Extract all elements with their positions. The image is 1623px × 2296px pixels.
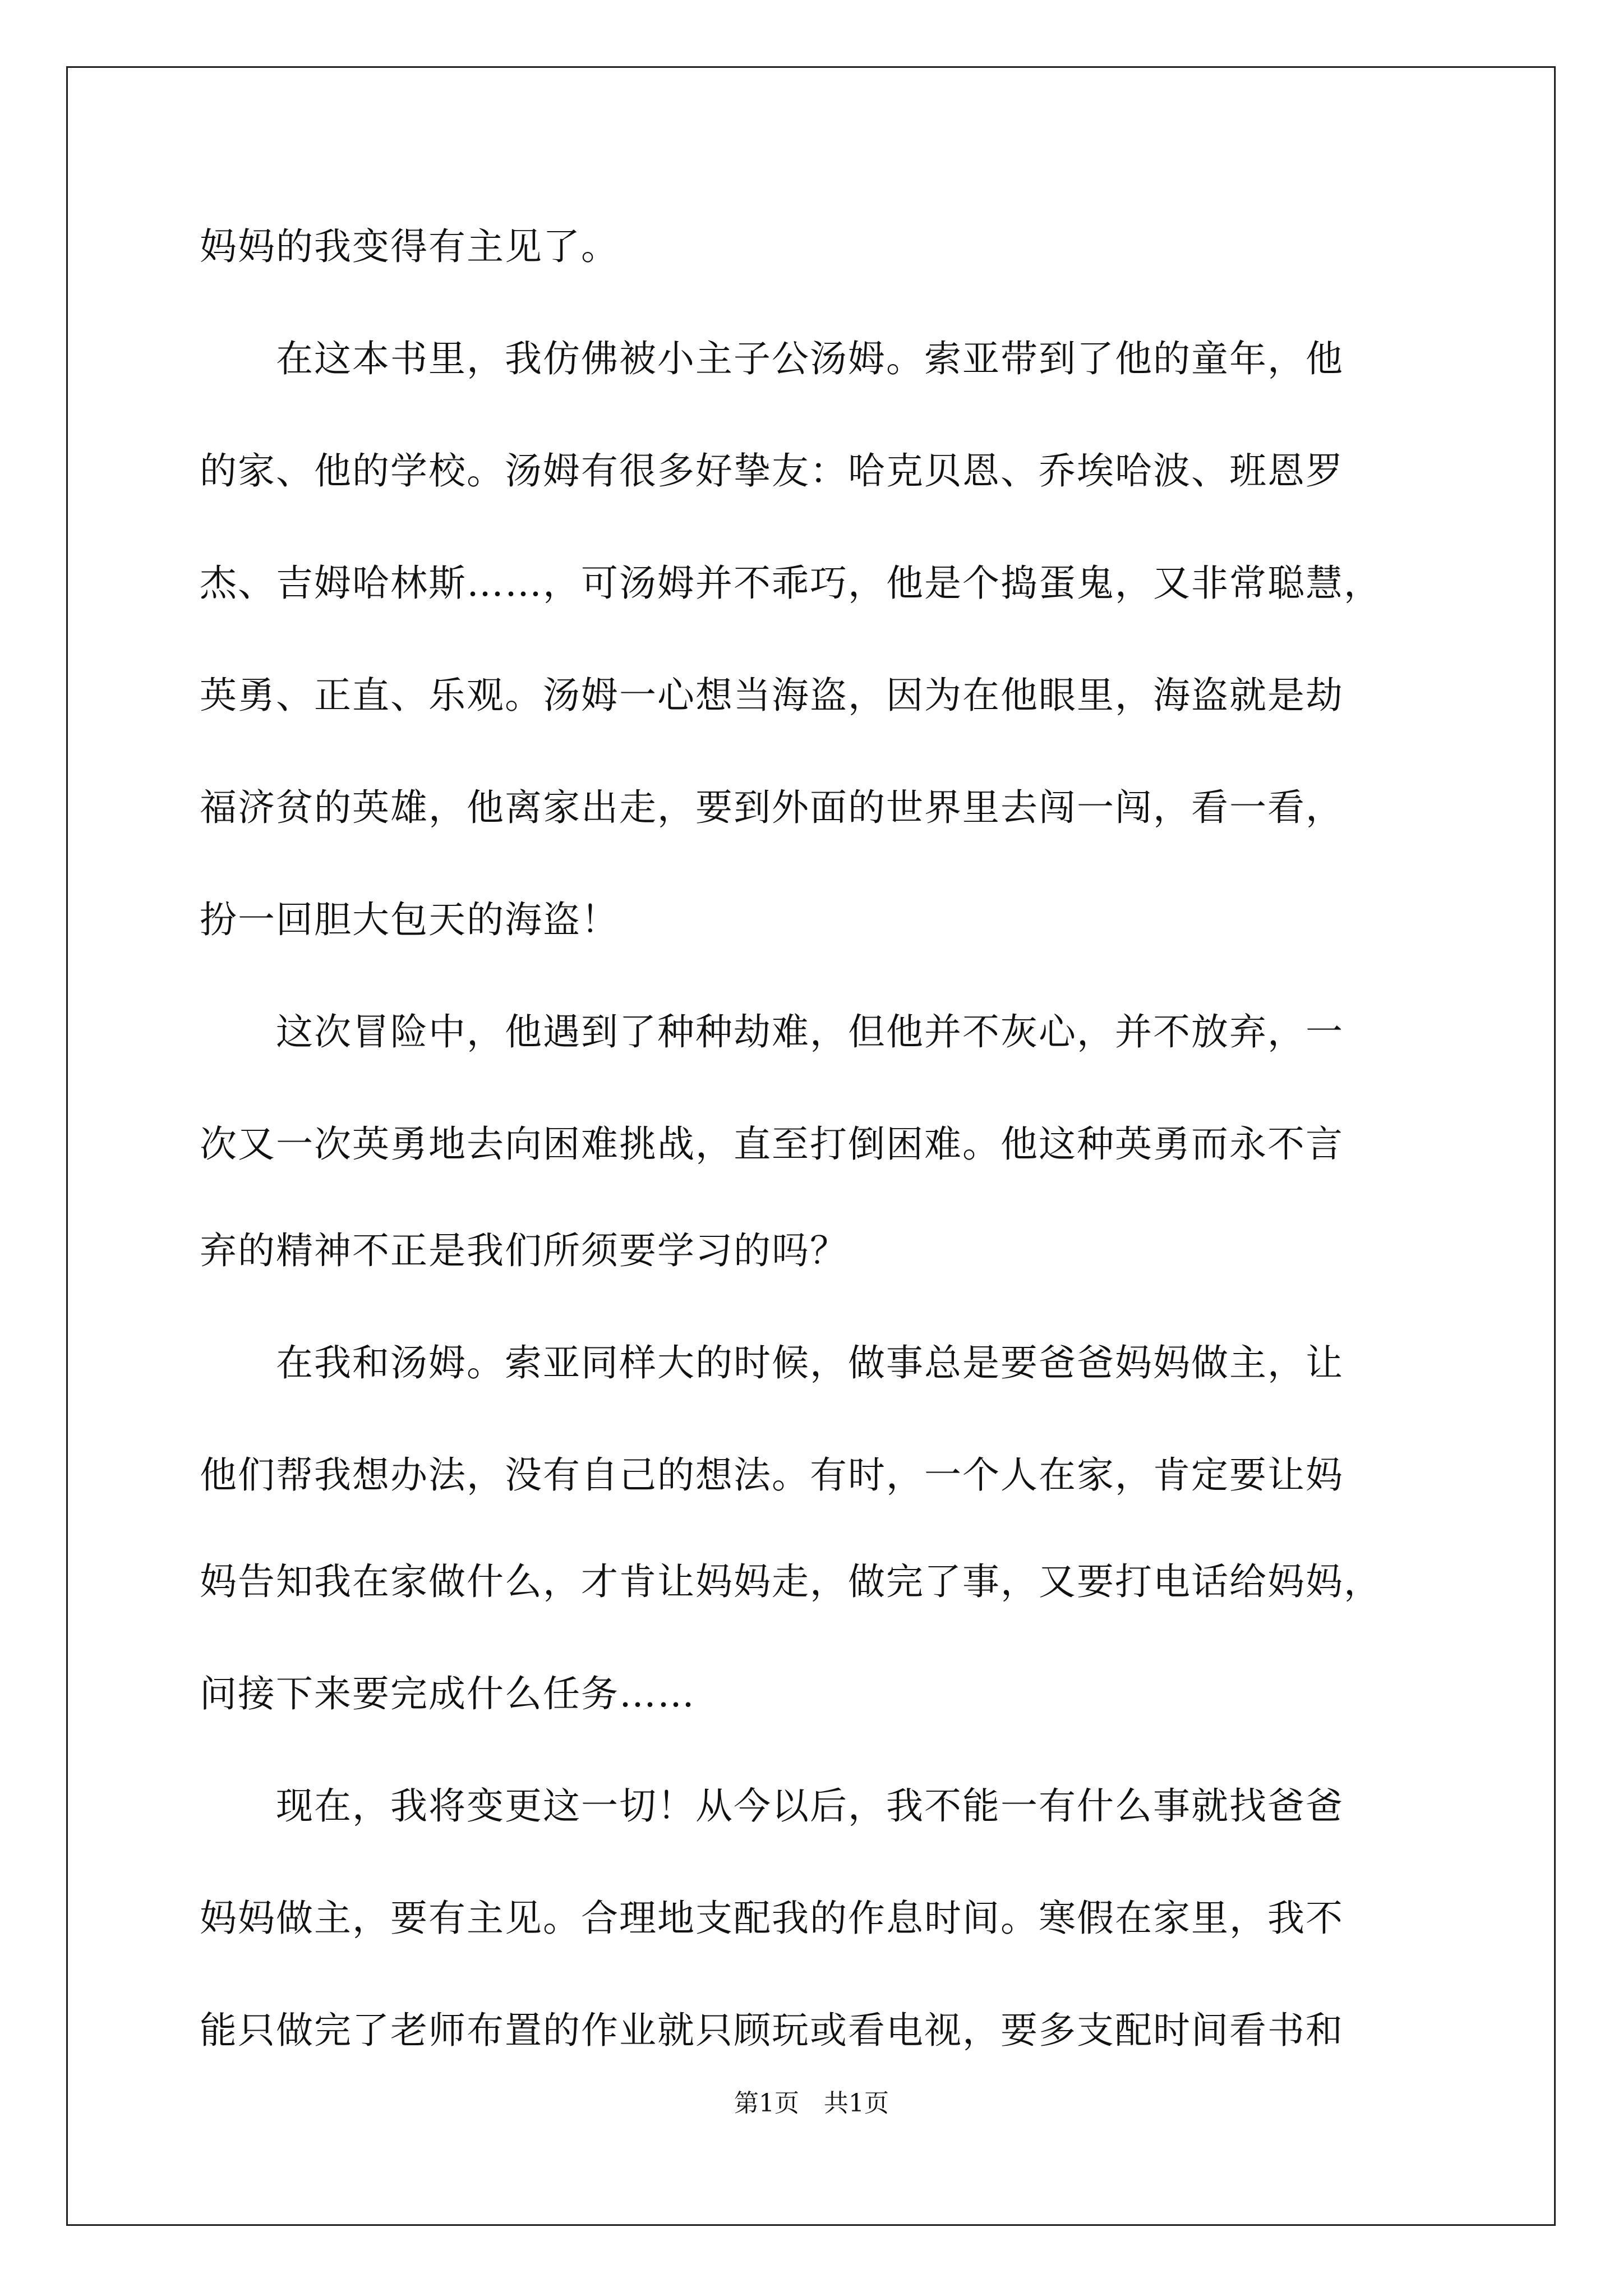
text-line: 英勇、正直、乐观。汤姆一心想当海盗，因为在他眼里，海盗就是劫 <box>200 674 1344 717</box>
text-line: 次又一次英勇地去向困难挑战，直至打倒困难。他这种英勇而永不言 <box>200 1122 1344 1166</box>
text-line: 妈妈做主，要有主见。合理地支配我的作息时间。寒假在家里，我不 <box>200 1897 1344 1940</box>
page-number: 第1页 共1页 <box>734 2089 889 2118</box>
text-line: 他们帮我想办法，没有自己的想法。有时，一个人在家，肯定要让妈 <box>200 1453 1344 1497</box>
text-line: 杰、吉姆哈林斯……，可汤姆并不乖巧，他是个捣蛋鬼，又非常聪慧， <box>200 562 1382 605</box>
text-line: 在我和汤姆。索亚同样大的时候，做事总是要爸爸妈妈做主，让 <box>200 1341 1344 1384</box>
text-line: 的家、他的学校。汤姆有很多好挚友：哈克贝恩、乔埃哈波、班恩罗 <box>200 449 1344 493</box>
text-line: 扮一回胆大包天的海盗！ <box>200 898 619 941</box>
text-line: 福济贫的英雄，他离家出走，要到外面的世界里去闯一闯，看一看， <box>200 786 1344 829</box>
text-line: 在这本书里，我仿佛被小主子公汤姆。索亚带到了他的童年，他 <box>200 337 1344 380</box>
text-line: 现在，我将变更这一切！从今以后，我不能一有什么事就找爸爸 <box>200 1784 1344 1828</box>
text-line: 妈告知我在家做什么，才肯让妈妈走，做完了事，又要打电话给妈妈， <box>200 1560 1382 1603</box>
text-line: 能只做完了老师布置的作业就只顾玩或看电视，要多支配时间看书和 <box>200 2009 1344 2052</box>
text-line: 问接下来要完成什么任务…… <box>200 1672 695 1715</box>
text-line: 妈妈的我变得有主见了。 <box>200 225 619 268</box>
text-line: 这次冒险中，他遇到了种种劫难，但他并不灰心，并不放弃，一 <box>200 1010 1344 1053</box>
text-line: 弃的精神不正是我们所须要学习的吗？ <box>200 1229 848 1272</box>
